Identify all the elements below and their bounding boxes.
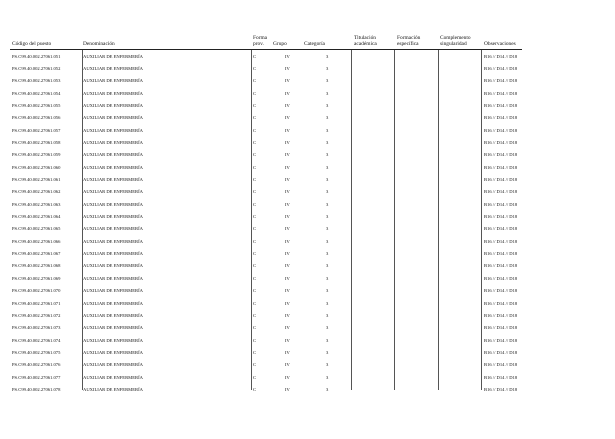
cell-observaciones: B16 // D14 // D18: [484, 127, 518, 133]
header-observaciones: [484, 41, 516, 47]
cell-grupo: IV: [285, 362, 290, 368]
cell-codigo: PS.C99.40.002.27061.059: [12, 152, 61, 158]
header-observaciones-label: Observaciones: [484, 41, 516, 47]
cell-categoria: 3: [326, 177, 329, 182]
cell-codigo: PS.C99.40.002.27061.064: [12, 214, 61, 220]
cell-denominacion: AUXILIAR DE ENFERMERÍA: [83, 263, 143, 269]
cell-forma-prov: C: [253, 275, 257, 281]
cell-categoria: 3: [326, 325, 329, 331]
cell-forma-prov: C: [253, 362, 257, 368]
cell-categoria: 3: [326, 251, 329, 257]
cell-codigo: PS.C99.40.002.27061.052: [12, 65, 61, 71]
header-codigo-label: Código del puesto: [12, 41, 52, 47]
cell-observaciones: B16 // D14 // D18: [484, 374, 518, 380]
cell-codigo: PS.C99.40.002.27061.074: [12, 337, 61, 343]
cell-grupo: IV: [285, 102, 290, 108]
cell-categoria: 3: [326, 78, 329, 84]
cell-observaciones: B16 // D14 // D18: [484, 214, 518, 220]
cell-observaciones: B16 // D14 // D18: [484, 312, 518, 318]
cell-forma-prov: C: [253, 312, 257, 318]
cell-categoria: 3: [326, 90, 329, 96]
cell-observaciones: B16 // D14 // D18: [484, 325, 518, 331]
cell-categoria: 3: [326, 53, 329, 59]
cell-observaciones: B16 // D14 // D18: [484, 139, 518, 145]
header-forma-prov: [253, 35, 267, 47]
cell-forma-prov: C: [253, 263, 257, 269]
cell-denominacion: AUXILIAR DE ENFERMERÍA: [83, 362, 143, 368]
cell-denominacion: AUXILIAR DE ENFERMERÍA: [83, 90, 143, 96]
table-row: [0, 325, 615, 337]
cell-codigo: PS.C99.40.002.27061.066: [12, 238, 61, 244]
cell-codigo: PS.C99.40.002.27061.076: [12, 362, 61, 368]
cell-codigo: PS.C99.40.002.27061.078: [12, 386, 61, 392]
header-complemento: [440, 35, 471, 47]
header-categoria: [304, 41, 325, 47]
cell-forma-prov: C: [253, 214, 257, 220]
cell-categoria: 3: [326, 189, 329, 195]
cell-grupo: IV: [285, 214, 290, 220]
cell-grupo: IV: [285, 263, 290, 269]
cell-observaciones: B16 // D14 // D18: [484, 300, 518, 306]
cell-categoria: 3: [326, 337, 329, 343]
cell-denominacion: AUXILIAR DE ENFERMERÍA: [83, 251, 143, 257]
table-row: [0, 288, 615, 300]
cell-codigo: PS.C99.40.002.27061.075: [12, 349, 61, 355]
cell-codigo: PS.C99.40.002.27061.077: [12, 374, 61, 380]
cell-denominacion: AUXILIAR DE ENFERMERÍA: [83, 275, 143, 281]
cell-grupo: IV: [285, 127, 290, 133]
cell-grupo: IV: [285, 349, 290, 355]
cell-denominacion: AUXILIAR DE ENFERMERÍA: [83, 349, 143, 355]
cell-categoria: 3: [326, 139, 329, 145]
header-denominacion: [83, 41, 115, 47]
cell-codigo: PS.C99.40.002.27061.056: [12, 115, 61, 121]
cell-observaciones: B16 // D14 // D18: [484, 164, 518, 170]
cell-grupo: IV: [285, 325, 290, 331]
cell-categoria: 3: [326, 238, 329, 244]
table-row: [0, 66, 615, 78]
cell-codigo: PS.C99.40.002.27061.069: [12, 275, 61, 281]
cell-forma-prov: C: [253, 325, 257, 331]
table-row: [0, 115, 615, 127]
cell-grupo: IV: [285, 201, 290, 207]
cell-codigo: PS.C99.40.002.27061.060: [12, 164, 61, 170]
cell-codigo: PS.C99.40.002.27061.062: [12, 189, 61, 195]
cell-grupo: IV: [285, 152, 290, 158]
cell-observaciones: B16 // D14 // D18: [484, 226, 518, 232]
cell-grupo: IV: [285, 226, 290, 232]
cell-grupo: IV: [285, 189, 290, 195]
cell-forma-prov: C: [253, 53, 257, 59]
cell-categoria: 3: [326, 164, 329, 170]
table-row: [0, 91, 615, 103]
cell-forma-prov: C: [253, 139, 257, 145]
table-row: [0, 103, 615, 115]
cell-grupo: IV: [285, 288, 290, 294]
cell-grupo: IV: [285, 300, 290, 306]
cell-codigo: PS.C99.40.002.27061.061: [12, 177, 61, 182]
cell-denominacion: AUXILIAR DE ENFERMERÍA: [83, 374, 143, 380]
cell-forma-prov: C: [253, 349, 257, 355]
cell-categoria: 3: [326, 349, 329, 355]
cell-observaciones: B16 // D14 // D18: [484, 78, 518, 84]
cell-denominacion: AUXILIAR DE ENFERMERÍA: [83, 164, 143, 170]
table-row: [0, 54, 615, 66]
cell-categoria: 3: [326, 102, 329, 108]
header-rule: [10, 49, 522, 50]
cell-observaciones: B16 // D14 // D18: [484, 386, 518, 392]
cell-observaciones: B16 // D14 // D18: [484, 53, 518, 59]
cell-observaciones: B16 // D14 // D18: [484, 362, 518, 368]
cell-codigo: PS.C99.40.002.27061.073: [12, 325, 61, 331]
cell-forma-prov: C: [253, 164, 257, 170]
cell-codigo: PS.C99.40.002.27061.063: [12, 201, 61, 207]
cell-codigo: PS.C99.40.002.27061.053: [12, 78, 61, 84]
cell-forma-prov: C: [253, 65, 257, 71]
cell-codigo: PS.C99.40.002.27061.067: [12, 251, 61, 257]
table-row: [0, 128, 615, 140]
header-complemento-line2: singularidad: [440, 41, 467, 47]
cell-forma-prov: C: [253, 374, 257, 380]
table-row: [0, 214, 615, 226]
cell-denominacion: AUXILIAR DE ENFERMERÍA: [83, 152, 143, 158]
cell-forma-prov: C: [253, 251, 257, 257]
table-row: [0, 350, 615, 362]
cell-denominacion: AUXILIAR DE ENFERMERÍA: [83, 177, 143, 182]
header-complemento-line1: Complemento: [440, 35, 471, 41]
cell-forma-prov: C: [253, 300, 257, 306]
cell-forma-prov: C: [253, 78, 257, 84]
cell-denominacion: AUXILIAR DE ENFERMERÍA: [83, 325, 143, 331]
table-row: [0, 152, 615, 164]
header-formacion: [397, 35, 420, 47]
cell-categoria: 3: [326, 226, 329, 232]
cell-categoria: 3: [326, 201, 329, 207]
cell-denominacion: AUXILIAR DE ENFERMERÍA: [83, 238, 143, 244]
cell-denominacion: AUXILIAR DE ENFERMERÍA: [83, 102, 143, 108]
header-formacion-line2: específica: [397, 41, 419, 47]
table-row: [0, 263, 615, 275]
cell-codigo: PS.C99.40.002.27061.065: [12, 226, 61, 232]
table-row: [0, 362, 615, 374]
cell-grupo: IV: [285, 386, 290, 392]
cell-grupo: IV: [285, 374, 290, 380]
header-codigo: [12, 41, 51, 47]
cell-grupo: IV: [285, 312, 290, 318]
cell-categoria: 3: [326, 275, 329, 281]
header-denominacion-label: Denominación: [83, 41, 115, 47]
cell-codigo: PS.C99.40.002.27061.072: [12, 312, 61, 318]
cell-observaciones: B16 // D14 // D18: [484, 201, 518, 207]
cell-categoria: 3: [326, 214, 329, 220]
cell-grupo: IV: [285, 115, 290, 121]
cell-grupo: IV: [285, 78, 290, 84]
cell-observaciones: B16 // D14 // D18: [484, 102, 518, 108]
cell-categoria: 3: [326, 312, 329, 318]
header-grupo-label: Grupo: [273, 41, 287, 47]
cell-grupo: IV: [285, 251, 290, 257]
cell-categoria: 3: [326, 65, 329, 71]
table-row: [0, 338, 615, 350]
header-grupo: [273, 41, 287, 47]
cell-observaciones: B16 // D14 // D18: [484, 251, 518, 257]
cell-grupo: IV: [285, 90, 290, 96]
cell-codigo: PS.C99.40.002.27061.071: [12, 300, 61, 306]
cell-categoria: 3: [326, 386, 329, 392]
cell-grupo: IV: [285, 238, 290, 244]
table-row: [0, 251, 615, 263]
cell-categoria: 3: [326, 362, 329, 368]
table-row: [0, 189, 615, 201]
header-categoria-label: Categoría: [304, 41, 325, 47]
table-row: [0, 177, 615, 189]
table-row: [0, 276, 615, 288]
cell-observaciones: B16 // D14 // D18: [484, 263, 518, 269]
cell-forma-prov: C: [253, 288, 257, 294]
cell-grupo: IV: [285, 139, 290, 145]
cell-observaciones: B16 // D14 // D18: [484, 288, 518, 294]
table-row: [0, 226, 615, 238]
cell-observaciones: B16 // D14 // D18: [484, 152, 518, 158]
cell-forma-prov: C: [253, 127, 257, 133]
header-titulacion: [354, 35, 377, 47]
cell-codigo: PS.C99.40.002.27061.054: [12, 90, 61, 96]
cell-denominacion: AUXILIAR DE ENFERMERÍA: [83, 115, 143, 121]
cell-denominacion: AUXILIAR DE ENFERMERÍA: [83, 226, 143, 232]
cell-denominacion: AUXILIAR DE ENFERMERÍA: [83, 189, 143, 195]
table-row: [0, 202, 615, 214]
cell-denominacion: AUXILIAR DE ENFERMERÍA: [83, 386, 143, 392]
cell-grupo: IV: [285, 275, 290, 281]
cell-categoria: 3: [326, 288, 329, 294]
cell-denominacion: AUXILIAR DE ENFERMERÍA: [83, 214, 143, 220]
cell-forma-prov: C: [253, 386, 257, 392]
header-forma-prov-line1: Forma: [253, 35, 268, 41]
cell-denominacion: AUXILIAR DE ENFERMERÍA: [83, 127, 143, 133]
cell-denominacion: AUXILIAR DE ENFERMERÍA: [83, 53, 143, 59]
cell-observaciones: B16 // D14 // D18: [484, 337, 518, 343]
cell-observaciones: B16 // D14 // D18: [484, 189, 518, 195]
cell-observaciones: B16 // D14 // D18: [484, 275, 518, 281]
header-formacion-line1: Formación: [397, 35, 421, 41]
cell-observaciones: B16 // D14 // D18: [484, 65, 518, 71]
cell-forma-prov: C: [253, 337, 257, 343]
cell-observaciones: B16 // D14 // D18: [484, 90, 518, 96]
cell-forma-prov: C: [253, 226, 257, 232]
cell-codigo: PS.C99.40.002.27061.058: [12, 139, 61, 145]
cell-denominacion: AUXILIAR DE ENFERMERÍA: [83, 288, 143, 294]
table-row: [0, 301, 615, 313]
cell-denominacion: AUXILIAR DE ENFERMERÍA: [83, 201, 143, 207]
cell-denominacion: AUXILIAR DE ENFERMERÍA: [83, 337, 143, 343]
table-row: [0, 78, 615, 90]
cell-forma-prov: C: [253, 201, 257, 207]
header-forma-prov-line2: prov.: [253, 41, 264, 47]
cell-grupo: IV: [285, 337, 290, 343]
table-row: [0, 140, 615, 152]
cell-categoria: 3: [326, 115, 329, 121]
cell-categoria: 3: [326, 127, 329, 133]
cell-forma-prov: C: [253, 152, 257, 158]
cell-codigo: PS.C99.40.002.27061.051: [12, 53, 61, 59]
cell-forma-prov: C: [253, 177, 257, 182]
cell-observaciones: B16 // D14 // D18: [484, 349, 518, 355]
cell-categoria: 3: [326, 152, 329, 158]
cell-observaciones: B16 // D14 // D18: [484, 238, 518, 244]
cell-grupo: IV: [285, 53, 290, 59]
cell-denominacion: AUXILIAR DE ENFERMERÍA: [83, 312, 143, 318]
cell-codigo: PS.C99.40.002.27061.068: [12, 263, 61, 269]
table-row: [0, 313, 615, 325]
cell-denominacion: AUXILIAR DE ENFERMERÍA: [83, 139, 143, 145]
table-row: [0, 165, 615, 177]
cell-forma-prov: C: [253, 189, 257, 195]
cell-forma-prov: C: [253, 90, 257, 96]
cell-codigo: PS.C99.40.002.27061.055: [12, 102, 61, 108]
cell-forma-prov: C: [253, 115, 257, 121]
cell-grupo: IV: [285, 164, 290, 170]
cell-categoria: 3: [326, 300, 329, 306]
cell-forma-prov: C: [253, 102, 257, 108]
cell-forma-prov: C: [253, 238, 257, 244]
cell-grupo: IV: [285, 177, 290, 182]
header-titulacion-line1: Titulación: [354, 35, 376, 41]
cell-categoria: 3: [326, 263, 329, 269]
cell-denominacion: AUXILIAR DE ENFERMERÍA: [83, 78, 143, 84]
header-titulacion-line2: académica: [354, 41, 377, 47]
cell-codigo: PS.C99.40.002.27061.057: [12, 127, 61, 133]
cell-denominacion: AUXILIAR DE ENFERMERÍA: [83, 65, 143, 71]
cell-observaciones: B16 // D14 // D18: [484, 177, 518, 182]
table-row: [0, 387, 615, 399]
cell-categoria: 3: [326, 374, 329, 380]
cell-observaciones: B16 // D14 // D18: [484, 115, 518, 121]
table-row: [0, 375, 615, 387]
cell-grupo: IV: [285, 65, 290, 71]
table-row: [0, 239, 615, 251]
cell-denominacion: AUXILIAR DE ENFERMERÍA: [83, 300, 143, 306]
cell-codigo: PS.C99.40.002.27061.070: [12, 288, 61, 294]
